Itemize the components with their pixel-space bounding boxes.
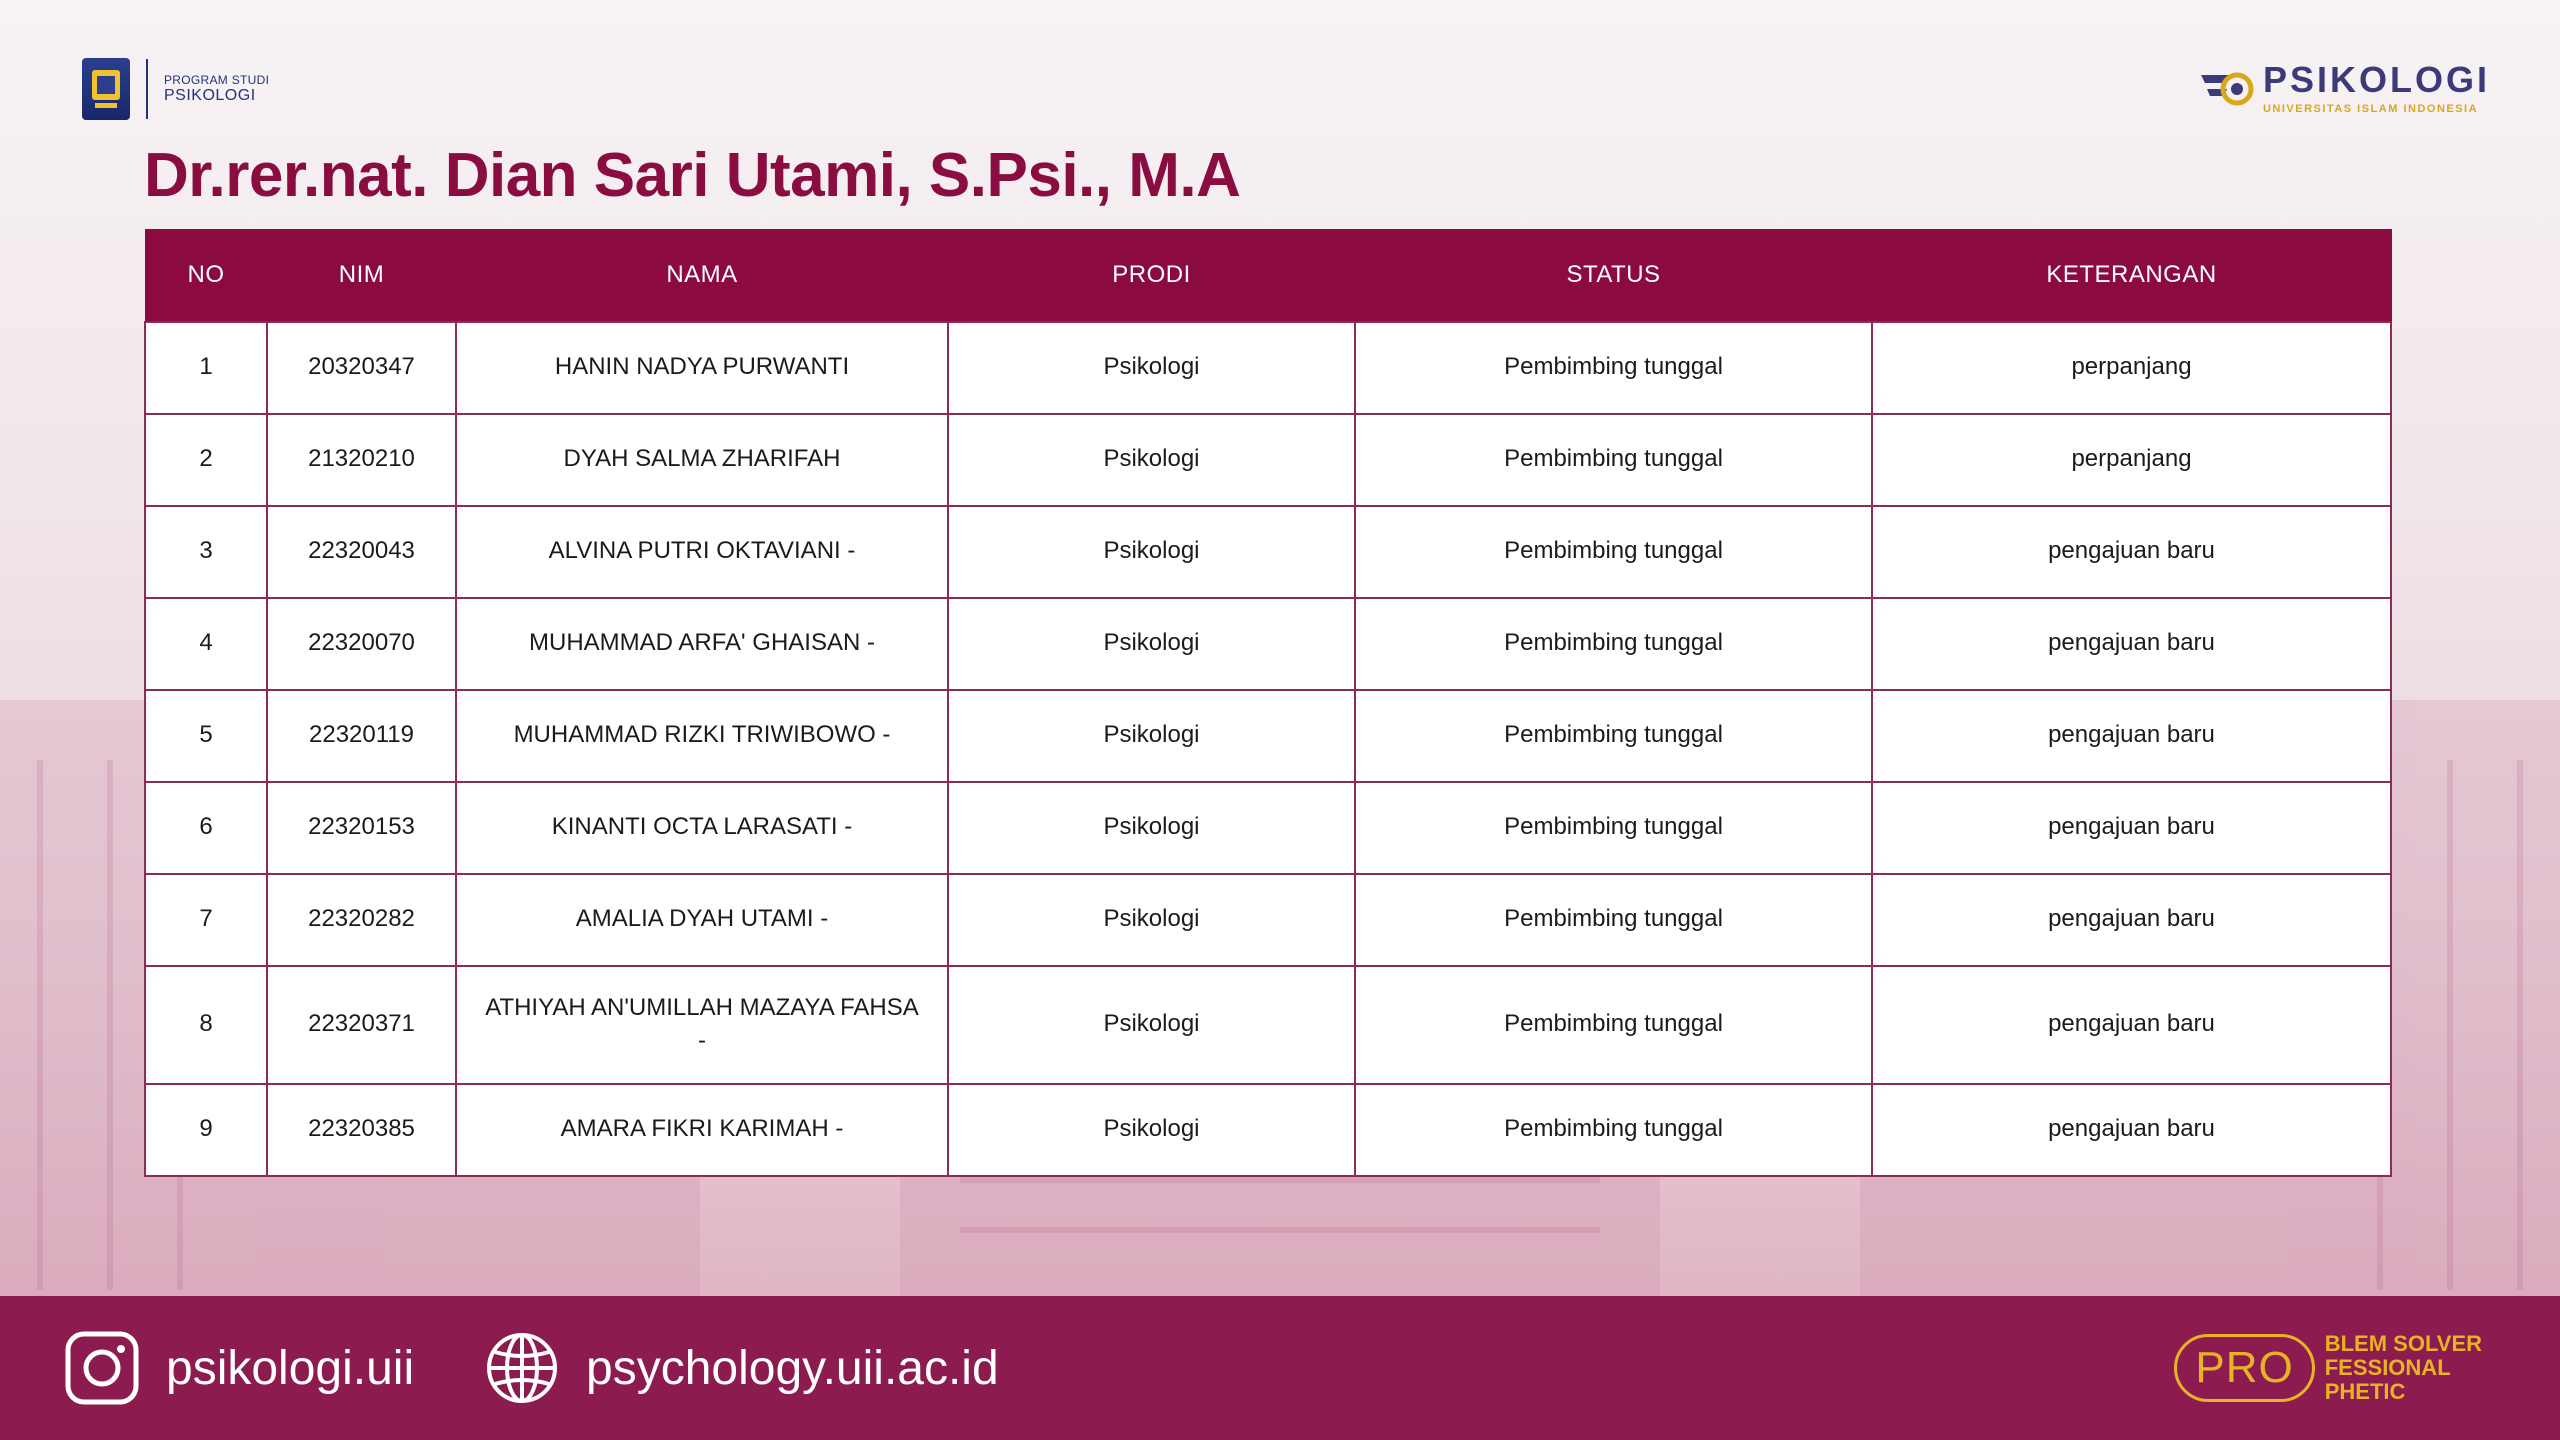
psikologi-logo [2197, 58, 2490, 118]
cell-prodi: Psikologi [948, 1084, 1355, 1176]
cell-nim: 21320210 [267, 414, 456, 506]
cell-keterangan: pengajuan baru [1872, 782, 2391, 874]
cell-keterangan: pengajuan baru [1872, 598, 2391, 690]
cell-prodi: Psikologi [948, 966, 1355, 1084]
cell-keterangan: perpanjang [1872, 322, 2391, 414]
cell-status: Pembimbing tunggal [1355, 322, 1872, 414]
cell-nama: MUHAMMAD ARFA' GHAISAN - [456, 598, 948, 690]
table-row [145, 874, 2391, 966]
cell-nim: 22320119 [267, 690, 456, 782]
globe-icon [484, 1330, 560, 1406]
cell-status: Pembimbing tunggal [1355, 414, 1872, 506]
instagram-icon [64, 1330, 140, 1406]
column-header-keterangan: KETERANGAN [1872, 230, 2391, 322]
program-name [164, 74, 269, 105]
cell-nama: ATHIYAH AN'UMILLAH MAZAYA FAHSA - [456, 966, 948, 1084]
cell-status: Pembimbing tunggal [1355, 690, 1872, 782]
footer-bar [0, 1296, 2560, 1440]
cell-nim: 22320371 [267, 966, 456, 1084]
cell-nim: 20320347 [267, 322, 456, 414]
cell-status: Pembimbing tunggal [1355, 782, 1872, 874]
cell-prodi: Psikologi [948, 874, 1355, 966]
table-header-row [145, 230, 2391, 322]
cell-no: 8 [145, 966, 267, 1084]
cell-status: Pembimbing tunggal [1355, 1084, 1872, 1176]
cell-no: 1 [145, 322, 267, 414]
logo-divider [146, 59, 148, 119]
cell-prodi: Psikologi [948, 414, 1355, 506]
cell-prodi: Psikologi [948, 690, 1355, 782]
column-header-nim: NIM [267, 230, 456, 322]
website-url: psychology.uii.ac.id [586, 1341, 999, 1395]
cell-nama: ALVINA PUTRI OKTAVIANI - [456, 506, 948, 598]
cell-nama: MUHAMMAD RIZKI TRIWIBOWO - [456, 690, 948, 782]
instagram-link[interactable] [64, 1326, 414, 1410]
cell-status: Pembimbing tunggal [1355, 598, 1872, 690]
cell-keterangan: pengajuan baru [1872, 966, 2391, 1084]
pro-badge: PRO [2174, 1334, 2314, 1402]
cell-nim: 22320282 [267, 874, 456, 966]
cell-no: 9 [145, 1084, 267, 1176]
table-row [145, 782, 2391, 874]
cell-status: Pembimbing tunggal [1355, 874, 1872, 966]
column-header-status: STATUS [1355, 230, 1872, 322]
pro-line-1: BLEM SOLVER [2324, 1330, 2482, 1356]
cell-no: 4 [145, 598, 267, 690]
cell-nim: 22320070 [267, 598, 456, 690]
column-header-prodi: PRODI [948, 230, 1355, 322]
cell-nama: KINANTI OCTA LARASATI - [456, 782, 948, 874]
table-row [145, 1084, 2391, 1176]
cell-nama: AMALIA DYAH UTAMI - [456, 874, 948, 966]
cell-prodi: Psikologi [948, 782, 1355, 874]
instagram-handle: psikologi.uii [166, 1341, 415, 1395]
pro-line-2: FESSIONAL [2324, 1354, 2451, 1380]
cell-status: Pembimbing tunggal [1355, 506, 1872, 598]
cell-keterangan: pengajuan baru [1872, 690, 2391, 782]
student-table [144, 229, 2390, 1177]
program-logo [82, 54, 269, 124]
cell-no: 6 [145, 782, 267, 874]
cell-nama: HANIN NADYA PURWANTI [456, 322, 948, 414]
cell-keterangan: perpanjang [1872, 414, 2391, 506]
cell-nim: 22320385 [267, 1084, 456, 1176]
psikologi-brand: PSIKOLOGI [2262, 58, 2490, 100]
uii-crest-icon [82, 58, 130, 120]
cell-no: 5 [145, 690, 267, 782]
website-link[interactable] [484, 1326, 999, 1410]
cell-no: 3 [145, 506, 267, 598]
pro-line-3: PHETIC [2324, 1379, 2406, 1405]
program-line1: PROGRAM STUDI [164, 72, 270, 87]
psikologi-logo-icon [2197, 65, 2255, 111]
cell-nama: DYAH SALMA ZHARIFAH [456, 414, 948, 506]
column-header-nama: NAMA [456, 230, 948, 322]
cell-no: 7 [145, 874, 267, 966]
cell-keterangan: pengajuan baru [1872, 506, 2391, 598]
cell-keterangan: pengajuan baru [1872, 1084, 2391, 1176]
pro-tagline-logo [2174, 1326, 2482, 1410]
cell-keterangan: pengajuan baru [1872, 874, 2391, 966]
page-title: Dr.rer.nat. Dian Sari Utami, S.Psi., M.A [144, 141, 1241, 210]
table-row [145, 598, 2391, 690]
cell-prodi: Psikologi [948, 598, 1355, 690]
table-row [145, 506, 2391, 598]
table-row [145, 966, 2391, 1084]
cell-nama: AMARA FIKRI KARIMAH - [456, 1084, 948, 1176]
university-name: UNIVERSITAS ISLAM INDONESIA [2262, 102, 2479, 115]
table-row [145, 690, 2391, 782]
cell-prodi: Psikologi [948, 322, 1355, 414]
cell-nim: 22320043 [267, 506, 456, 598]
cell-prodi: Psikologi [948, 506, 1355, 598]
cell-nim: 22320153 [267, 782, 456, 874]
cell-no: 2 [145, 414, 267, 506]
table-row [145, 322, 2391, 414]
table-row [145, 414, 2391, 506]
column-header-no: NO [145, 230, 267, 322]
cell-status: Pembimbing tunggal [1355, 966, 1872, 1084]
program-line2: PSIKOLOGI [164, 86, 256, 104]
